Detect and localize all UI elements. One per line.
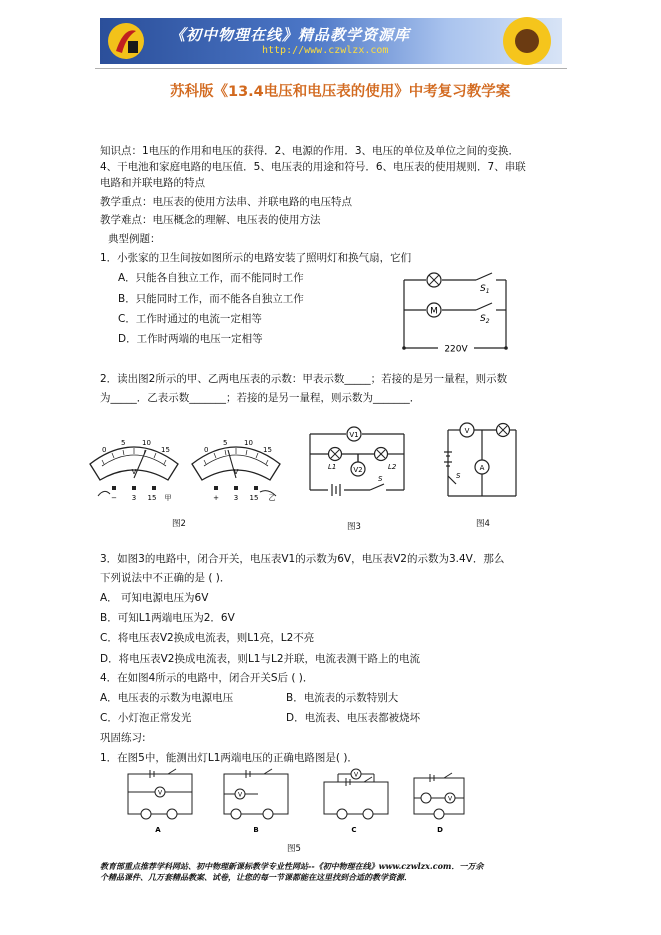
svg-text:V2: V2	[353, 466, 363, 474]
svg-text:0: 0	[204, 446, 209, 454]
svg-text:S: S	[456, 472, 461, 480]
figure-4-circuit	[444, 418, 520, 500]
footer-note	[100, 861, 570, 883]
motor-label: M	[430, 306, 438, 317]
q3-stem-2: 下列说法中不正确的是 ( )．	[100, 572, 231, 584]
q1-option-d: D．工作时两端的电压一定相等	[118, 333, 263, 345]
q4-option-b: B．电流表的示数特别大	[286, 692, 399, 704]
circuit-option-b	[224, 769, 288, 834]
svg-text:C: C	[351, 826, 357, 834]
svg-text:10: 10	[244, 439, 253, 447]
svg-text:乙: 乙	[268, 494, 276, 502]
q1-stem: 1．小张家的卫生间按如图所示的电路安装了照明灯和换气扇，它们	[100, 252, 412, 264]
q4-option-d: D．电流表、电压表都被烧坏	[286, 712, 421, 724]
figure-4-caption: 图4	[476, 519, 490, 529]
examples-heading: 典型例题：	[108, 233, 161, 245]
header-divider	[95, 68, 567, 69]
svg-text:V1: V1	[349, 431, 359, 439]
knowledge-line-1: 知识点：1电压的作用和电压的获得．2、电源的作用．3、电压的单位及单位之间的变换．	[100, 145, 520, 157]
svg-text:15: 15	[161, 446, 170, 454]
svg-text:S: S	[378, 475, 383, 483]
svg-text:3: 3	[131, 494, 137, 502]
q3-option-d: D．将电压表V2换成电流表，则L1与L2并联，电流表测干路上的电流	[100, 653, 421, 665]
lamp-icon	[427, 273, 441, 287]
q4-stem: 4．在如图4所示的电路中，闭合开关S后 ( )．	[100, 672, 314, 684]
switch-s2-label: $S_2$	[480, 314, 490, 325]
figure-3-circuit	[306, 424, 408, 500]
footer-line-1: 教育部重点推荐学科网站、初中物理新课标教学专业性网站--《初中物理在线》www.czwlzx.com．一万余	[100, 861, 484, 871]
practice-q1: 1．在图5中，能测出灯L1两端电压的正确电路图是( )．	[100, 752, 358, 764]
figure-5-circuits	[124, 768, 464, 836]
q3-stem-1: 3．如图3的电路中，闭合开关，电压表V1的示数为6V，电压表V2的示数为3.4V．那么	[100, 553, 505, 565]
switch-s1-label: $S_1$	[480, 284, 490, 295]
q1-option-b: B．只能同时工作，而不能各自独立工作	[118, 293, 304, 305]
circuit-option-c	[324, 769, 388, 834]
q4-option-a: A．电压表的示数为电源电压	[100, 692, 234, 704]
svg-text:L1: L1	[328, 463, 337, 471]
lamp-l2-icon	[375, 448, 388, 461]
knowledge-line-3: 电路和并联电路的特点	[100, 177, 205, 189]
svg-text:V: V	[237, 791, 243, 799]
svg-text:L2: L2	[388, 463, 397, 471]
svg-text:+: +	[213, 494, 219, 502]
voltage-label: 220V	[444, 344, 468, 355]
lamp-icon	[497, 424, 510, 437]
practice-heading: 巩固练习:	[100, 732, 146, 744]
q4-option-c: C．小灯泡正常发光	[100, 712, 192, 724]
q1-option-c: C．工作时通过的电流一定相等	[118, 313, 262, 325]
banner-title: 《初中物理在线》精品教学资源库	[170, 26, 411, 44]
svg-text:V: V	[353, 771, 359, 779]
svg-text:10: 10	[142, 439, 151, 447]
svg-text:甲: 甲	[164, 494, 172, 502]
svg-text:A: A	[155, 826, 161, 834]
banner-url[interactable]: http://www.czwlzx.com	[262, 45, 389, 56]
document-title: 苏科版《13.4电压和电压表的使用》中考复习教学案	[170, 84, 511, 100]
svg-text:V: V	[233, 468, 239, 476]
teaching-difficulty: 教学难点：电压概念的理解、电压表的使用方法	[100, 214, 321, 226]
figure-2-caption: 图2	[172, 519, 186, 529]
circuit-option-a	[128, 769, 192, 834]
logo-icon	[106, 21, 146, 61]
footer-line-2: 个精品课件、几万套精品教案、试卷，让您的每一节课都能在这里找到合适的教学资源．	[100, 872, 412, 882]
svg-text:15: 15	[249, 494, 259, 502]
q2-line-1: 2．读出图2所示的甲、乙两电压表的示数：甲表示数_____；若接的是另一量程，则示数	[100, 373, 508, 385]
svg-text:0: 0	[102, 446, 107, 454]
circuit-option-d	[414, 773, 464, 834]
q3-option-b: B．可知L1两端电压为2．6V	[100, 612, 235, 624]
figure-5-caption: 图5	[287, 844, 301, 854]
svg-text:5: 5	[223, 439, 228, 447]
figure-3-caption: 图3	[347, 522, 361, 532]
lamp-l1-icon	[329, 448, 342, 461]
teaching-focus: 教学重点：电压表的使用方法串、并联电路的电压特点	[100, 196, 352, 208]
svg-text:5: 5	[121, 439, 126, 447]
q1-option-a: A．只能各自独立工作，而不能同时工作	[118, 272, 304, 284]
voltmeter-jia	[88, 436, 180, 502]
svg-text:V: V	[157, 789, 163, 797]
q3-option-c: C．将电压表V2换成电流表，则L1亮，L2不亮	[100, 632, 315, 644]
q1-circuit-diagram	[398, 268, 514, 356]
q2-line-2: 为_____．乙表示数_______；若接的是另一量程，则示数为_______．	[100, 392, 421, 404]
svg-text:15: 15	[263, 446, 272, 454]
svg-text:V: V	[464, 427, 470, 435]
svg-text:V: V	[447, 795, 453, 803]
svg-text:D: D	[437, 826, 443, 834]
sunflower-icon	[495, 14, 559, 68]
svg-text:V: V	[131, 468, 137, 476]
voltmeter-yi	[190, 436, 282, 502]
svg-text:−: −	[111, 494, 117, 502]
svg-text:B: B	[253, 826, 259, 834]
knowledge-line-2: 4、干电池和家庭电路的电压值．5、电压表的用途和符号．6、电压表的使用规则．7、串联	[100, 161, 526, 173]
motor-icon	[427, 303, 441, 317]
svg-text:15: 15	[147, 494, 157, 502]
svg-text:3: 3	[233, 494, 239, 502]
q3-option-a: A． 可知电源电压为6V	[100, 592, 209, 604]
svg-text:A: A	[479, 464, 485, 472]
